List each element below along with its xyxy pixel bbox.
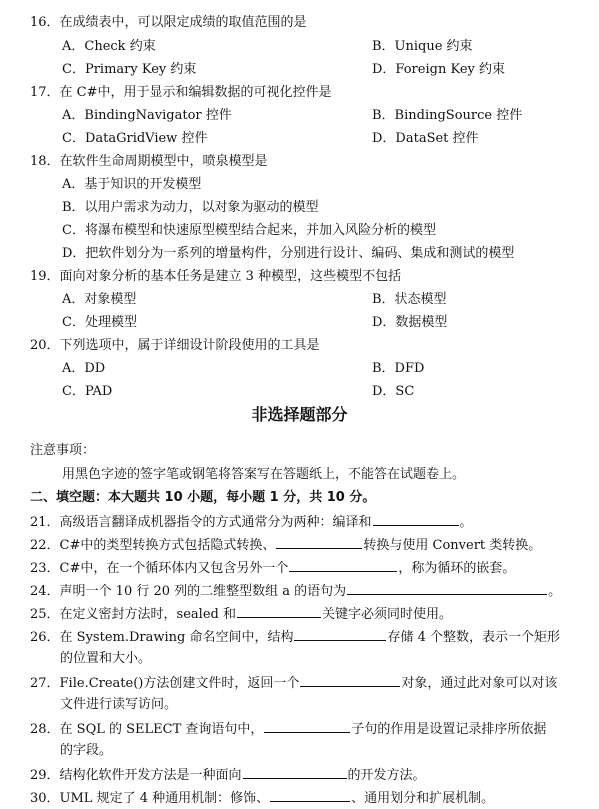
option-17-d: D．DataSet 控件	[372, 131, 479, 146]
option-16-d: D．Foreign Key 约束	[372, 62, 505, 77]
option-17-a: A．BindingNavigator 控件	[62, 108, 232, 123]
question-27-text: 27．File.Create()方法创建文件时，返回一个	[30, 676, 300, 691]
option-18-c: C．将瀑布模型和快速原型模型结合起来，并加入风险分析的模型	[62, 223, 436, 238]
part2-header: 二、填空题：本大题共 10 小题，每小题 1 分，共 10 分。	[30, 490, 376, 505]
option-20-d: D．SC	[372, 384, 415, 399]
question-28-text: 28．在 SQL 的 SELECT 查询语句中，	[30, 722, 264, 737]
question-24-text: 24．声明一个 10 行 20 列的二维整型数组 a 的语句为	[30, 584, 347, 599]
question-27-continued: 文件进行读写访问。	[60, 697, 178, 712]
option-19-a: A．对象模型	[62, 292, 137, 307]
answer-blank	[270, 788, 350, 802]
option-19-c: C．处理模型	[62, 315, 137, 330]
question-29	[30, 765, 426, 785]
question-24	[30, 581, 561, 601]
question-17: 17．在 C#中，用于显示和编辑数据的可视化控件是	[30, 85, 332, 100]
answer-blank	[289, 558, 397, 572]
question-25-tail: 关键字必须同时使用。	[321, 607, 452, 622]
option-16-a: A．Check 约束	[62, 39, 156, 54]
answer-blank	[264, 719, 350, 733]
question-28-continued: 的字段。	[60, 743, 113, 758]
question-19: 19．面向对象分析的基本任务是建立 3 种模型，这些模型不包括	[30, 269, 402, 284]
question-26-continued: 的位置和大小。	[60, 651, 152, 666]
option-17-c: C．DataGridView 控件	[62, 131, 208, 146]
question-28-tail: 子句的作用是设置记录排序所依据	[351, 722, 547, 737]
notice-text: 用黑色字迹的签字笔或钢笔将答案写在答题纸上，不能答在试题卷上。	[62, 467, 466, 482]
option-16-c: C．Primary Key 约束	[62, 62, 197, 77]
answer-blank	[300, 673, 400, 687]
question-30-tail: 、通用划分和扩展机制。	[351, 791, 495, 806]
option-17-b: B．BindingSource 控件	[372, 108, 523, 123]
option-20-a: A．DD	[62, 361, 106, 376]
answer-blank	[243, 765, 347, 779]
answer-blank	[373, 512, 459, 526]
question-18: 18．在软件生命周期模型中，喷泉模型是	[30, 154, 268, 169]
option-18-b: B．以用户需求为动力，以对象为驱动的模型	[62, 200, 319, 215]
question-29-tail: 的开发方法。	[347, 768, 426, 783]
option-18-a: A．基于知识的开发模型	[62, 177, 202, 192]
question-27	[30, 673, 557, 693]
option-16-b: B．Unique 约束	[372, 39, 473, 54]
question-25-text: 25．在定义密封方法时，sealed 和	[30, 607, 236, 622]
question-30	[30, 788, 494, 808]
question-22-tail: 转换与使用 Convert 类转换。	[363, 538, 542, 553]
question-23-tail: ，称为循环的嵌套。	[398, 561, 516, 576]
answer-blank	[294, 627, 386, 641]
question-28	[30, 719, 546, 739]
question-23-text: 23．C#中，在一个循环体内又包含另外一个	[30, 561, 289, 576]
question-20: 20．下列选项中，属于详细设计阶段使用的工具是	[30, 338, 320, 353]
section-title: 非选择题部分	[251, 405, 348, 424]
question-16: 16．在成绩表中，可以限定成绩的取值范围的是	[30, 15, 307, 30]
question-27-tail: 对象，通过此对象可以对该	[401, 676, 558, 691]
question-25	[30, 604, 452, 624]
question-30-text: 30．UML 规定了 4 种通用机制：修饰、	[30, 791, 270, 806]
question-21	[30, 512, 473, 532]
option-18-d: D．把软件划分为一系列的增量构件，分别进行设计、编码、集成和测试的模型	[62, 246, 515, 261]
answer-blank	[276, 535, 362, 549]
question-29-text: 29．结构化软件开发方法是一种面向	[30, 768, 242, 783]
question-22	[30, 535, 541, 555]
question-26-tail: 存储 4 个整数，表示一个矩形	[387, 630, 561, 645]
question-23	[30, 558, 515, 578]
question-21-text: 21．高级语言翻译成机器指令的方式通常分为两种：编译和	[30, 515, 372, 530]
question-24-tail: 。	[548, 584, 562, 599]
notice-label: 注意事项：	[30, 443, 96, 458]
question-21-tail: 。	[459, 515, 473, 530]
answer-blank	[237, 604, 321, 618]
option-19-d: D．数据模型	[372, 315, 448, 330]
option-20-c: C．PAD	[62, 384, 113, 399]
option-19-b: B．状态模型	[372, 292, 447, 307]
answer-blank	[347, 581, 547, 595]
question-26-text: 26．在 System.Drawing 命名空间中，结构	[30, 630, 294, 645]
question-26	[30, 627, 560, 647]
question-22-text: 22．C#中的类型转换方式包括隐式转换、	[30, 538, 276, 553]
option-20-b: B．DFD	[372, 361, 425, 376]
